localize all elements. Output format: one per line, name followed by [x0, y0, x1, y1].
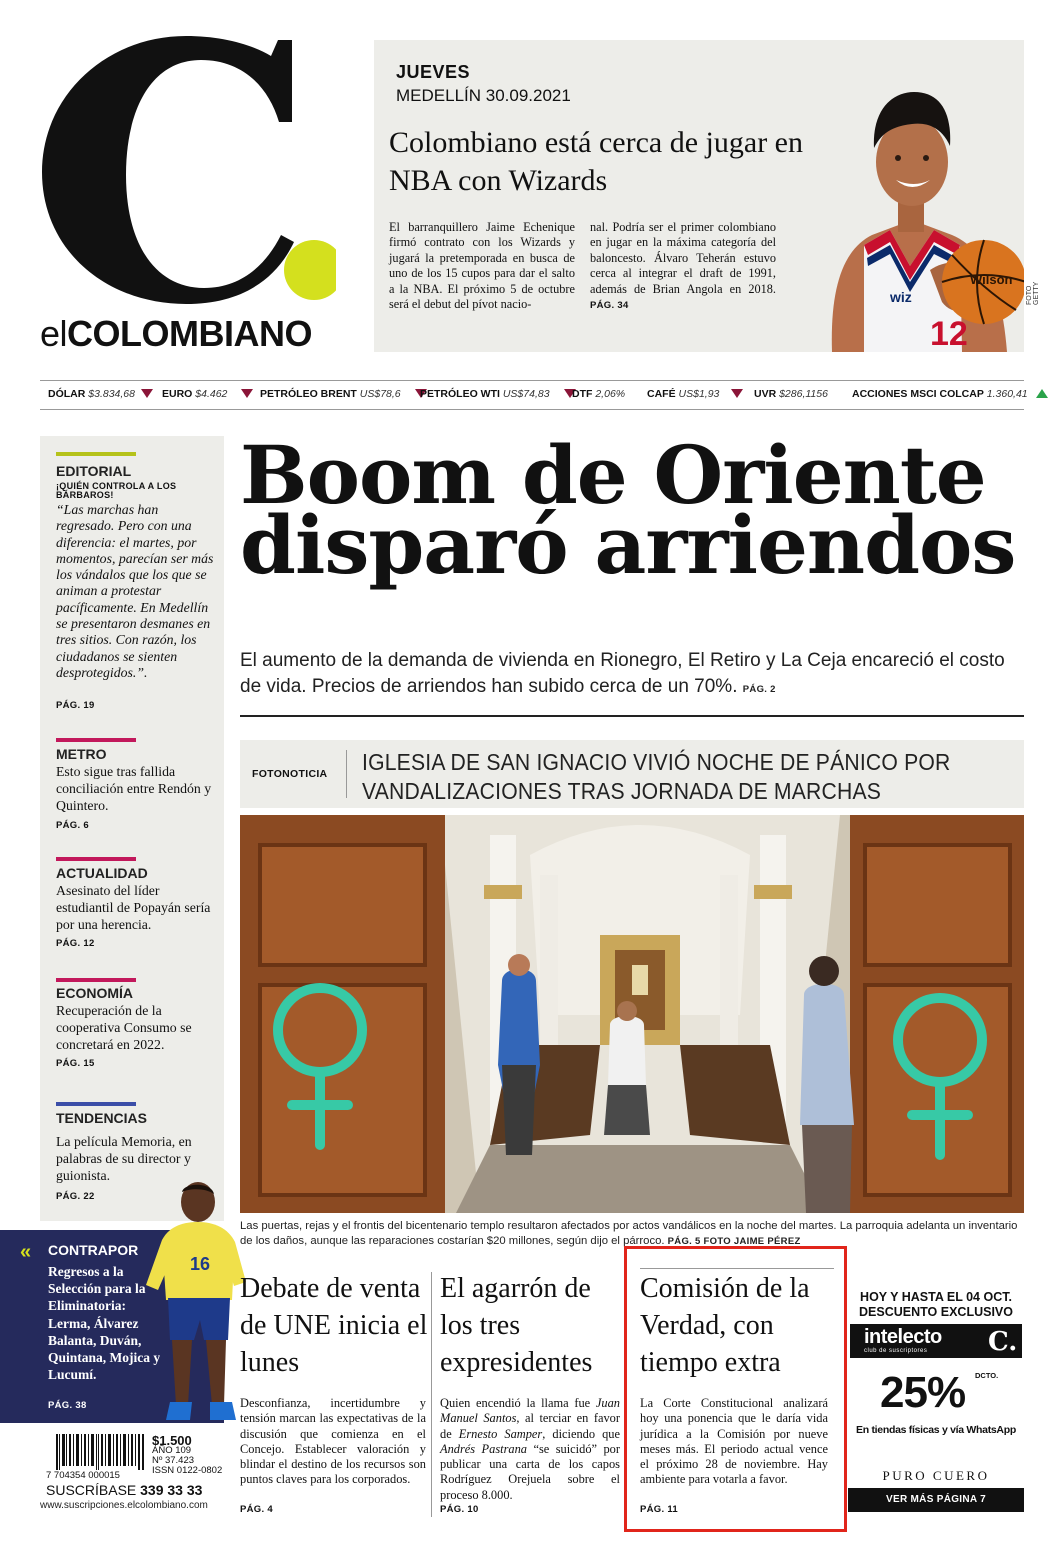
tendencias-text: La película Memoria, en palabras de su director y guionista. — [56, 1134, 192, 1183]
ad-more-button[interactable]: VER MÁS PÁGINA 7 — [848, 1488, 1024, 1512]
top-story-pag[interactable]: PÁG. 34 — [590, 300, 629, 312]
svg-text:Wilson: Wilson — [970, 272, 1013, 287]
metro-pag[interactable]: PÁG. 6 — [56, 820, 89, 831]
basketball-player-photo — [802, 70, 1024, 352]
ticker-dolar — [48, 388, 153, 400]
player-number: 16 — [190, 1254, 211, 1274]
photo-credit: FOTO GETTY — [1026, 281, 1040, 305]
highlight-frame — [624, 1246, 847, 1532]
story-1-pag[interactable]: PÁG. 4 — [240, 1504, 273, 1515]
tendencias-pag[interactable]: PÁG. 22 — [56, 1191, 95, 1202]
ticker-value: $3.834,68 — [88, 388, 135, 400]
story-2-headline[interactable]: El agarrón de los tres expresidentes — [440, 1273, 593, 1378]
ticker-value: US$1,93 — [678, 388, 720, 400]
main-deck-text: El aumento de la demanda de vivienda en Rionegro, El Retiro y La Ceja encareció el costo de vida. Precios de arriendos han subido cerca de un 70%. — [240, 650, 1005, 697]
ticker-label: PETRÓLEO BRENT — [260, 388, 357, 400]
story-3-pag[interactable]: PÁG. 11 — [640, 1504, 679, 1515]
svg-text:wiz: wiz — [890, 289, 912, 305]
double-chevron-icon: « — [20, 1241, 32, 1263]
market-ticker — [40, 380, 1028, 410]
barcode — [56, 1434, 144, 1470]
ad-percent: 25% — [880, 1368, 966, 1417]
story-2-name: Juan Manuel Santos — [440, 1396, 620, 1426]
ticker-label: ACCIONES MSCI COLCAP — [852, 388, 984, 400]
divider — [240, 715, 1024, 717]
economia-title[interactable]: ECONOMÍA — [56, 985, 133, 1001]
editorial-text: “Las marchas han regresado. Pero con una diferencia: el martes, por momentos, parecían ser más los vándalos que los que se animan a protestar pacíficamente. En Medellín se presentaron desmanes en tres sitios. Con razón, los ciudadanos se sienten desprotegidos.”. — [56, 502, 214, 680]
story-2-text: , diciendo que — [542, 1426, 621, 1441]
intelecto-ad[interactable] — [848, 1290, 1024, 1515]
story-2-pag[interactable]: PÁG. 10 — [440, 1504, 479, 1515]
photo-caption — [240, 1219, 1024, 1249]
contrapor-title[interactable]: CONTRAPOR — [48, 1242, 139, 1258]
down-arrow-icon — [141, 389, 153, 398]
top-story-headline[interactable]: Colombiano está cerca de jugar en NBA con Wizards — [389, 126, 803, 197]
issue-year: AÑO 109 — [152, 1445, 192, 1456]
jersey-number: 12 — [930, 315, 968, 352]
story-2-text: , al terciar en favor de — [440, 1411, 621, 1441]
ticker-label: UVR — [754, 388, 777, 400]
ticker-label: PETRÓLEO WTI — [420, 388, 500, 400]
issue-number: Nº 37.423 — [152, 1455, 195, 1466]
tendencias-title[interactable]: TENDENCIAS — [56, 1110, 148, 1126]
down-arrow-icon — [241, 389, 253, 398]
main-deck — [240, 648, 1030, 703]
metro-bar — [56, 738, 136, 742]
ad-subtext: En tiendas físicas y vía WhatsApp — [856, 1424, 1016, 1436]
top-story-box — [374, 40, 1024, 352]
fotonoticia-band — [240, 740, 1024, 808]
ticker-dtf — [572, 388, 625, 400]
brand-name: COLOMBIANO — [67, 313, 313, 354]
edition-day: JUEVES — [396, 62, 471, 82]
up-arrow-icon — [1036, 389, 1048, 398]
economia-bar — [56, 978, 136, 982]
metro-text: Esto sigue tras fallida conciliación entre Rendón y Quintero. — [56, 764, 212, 813]
ticker-colcap — [852, 388, 1048, 400]
economia-text: Recuperación de la cooperativa Consumo se concretará en 2022. — [56, 1003, 192, 1052]
church-photo — [240, 815, 1024, 1213]
photo-caption-text: Las puertas, rejas y el frontis del bicentenario templo resultaron afectados por actos vandálicos en la noche del martes. La parroquia adelanta un inventario de los daños, aunque las reparaciones costarían $20 millones, según dijo el párroco. — [240, 1220, 1018, 1247]
story-2-text: “se suicidó” por publicar una carta de los capos Rodríguez Orejuela sobre el proceso 8.000. — [440, 1441, 620, 1502]
editorial-title[interactable]: EDITORIAL — [56, 463, 132, 479]
ticker-label: DTF — [572, 388, 593, 400]
ticker-value: US$78,6 — [359, 388, 401, 400]
sidebar-index — [40, 436, 224, 1221]
fotonoticia-label: FOTONOTICIA — [252, 768, 328, 780]
actualidad-bar — [56, 857, 136, 861]
barcode-digits: 7 704354 000015 — [46, 1470, 120, 1481]
top-story-col-2-text: nal. Podría ser el primer colombiano en jugar en la máxima categoría del baloncesto. Álvaro Teherán estuvo cerca al integrar el draft de 1991, además de Brian Angola en 2018. — [590, 220, 776, 296]
story-2-name: Ernesto Samper — [458, 1426, 543, 1441]
ticker-label: EURO — [162, 388, 193, 400]
top-story-col-1: El barranquillero Jaime Echenique firmó contrato con los Wizards y jugará la pretemporada en busca de uno de los 15 cupos para dar el salto a la NBA. El próximo 5 de octubre será el debut del pívot nacio- — [389, 220, 575, 312]
ticker-euro — [162, 388, 253, 400]
metro-title[interactable]: METRO — [56, 746, 107, 762]
ticker-uvr — [754, 388, 828, 400]
divider — [346, 750, 347, 798]
economia-pag[interactable]: PÁG. 15 — [56, 1058, 95, 1069]
main-pag[interactable]: PÁG. 2 — [742, 684, 776, 695]
ticker-label: DÓLAR — [48, 388, 86, 400]
masthead-logo — [36, 30, 336, 310]
subscribe-label: SUSCRÍBASE — [46, 1482, 137, 1498]
subscribe-phone[interactable]: 339 33 33 — [140, 1482, 203, 1498]
down-arrow-icon — [731, 389, 743, 398]
ad-store: PURO CUERO — [882, 1468, 990, 1483]
ticker-wti — [420, 388, 576, 400]
masthead-brand — [40, 313, 312, 355]
story-2-text: Quien encendió la llama fue — [440, 1396, 596, 1410]
story-1-body: Desconfianza, incertidumbre y tensión marcan las expectativas de la discusión que comienza en el Concejo. Establecer valoración y blindar el destino de los recursos son puntos claves para los corporados. — [240, 1396, 426, 1487]
ticker-value: US$74,83 — [502, 388, 550, 400]
ad-club: club de suscriptores — [864, 1348, 928, 1354]
editorial-subtitle: ¡QUIÉN CONTROLA A LOS BÁRBAROS! — [56, 481, 177, 500]
issue-issn: ISSN 0122-0802 — [152, 1465, 223, 1476]
main-headline[interactable]: Boom de Oriente disparó arriendos — [240, 428, 1016, 592]
subscribe-line — [46, 1482, 202, 1498]
brand-el: el — [40, 313, 68, 354]
contrapor-text: Regresos a la Selección para la Eliminatoria: Lerma, Álvarez Balanta, Duván, Quintana, Mojica y Lucumí. — [48, 1264, 161, 1383]
photo-pag-credit[interactable]: PÁG. 5 FOTO JAIME PÉREZ — [667, 1235, 801, 1247]
ad-dcto: DCTO. — [975, 1371, 999, 1380]
ticker-value: 2,06% — [595, 388, 626, 400]
ad-brand: intelecto — [864, 1326, 942, 1348]
editorial-bar — [56, 452, 136, 456]
story-3-body: La Corte Constitucional analizará hoy una ponencia que le daría vida jurídica a la Comisión por nueve meses más. El periodo actual vence el próximo 28 de noviembre. Hay ambiente para votarla a favor. — [640, 1396, 828, 1487]
actualidad-title[interactable]: ACTUALIDAD — [56, 865, 148, 881]
fotonoticia-headline[interactable]: IGLESIA DE SAN IGNACIO VIVIÓ NOCHE DE PÁNICO POR VANDALIZACIONES TRAS JORNADA DE MARCHAS — [362, 749, 951, 804]
contrapor-pag[interactable]: PÁG. 38 — [48, 1400, 87, 1411]
ticker-value: $286,1156 — [779, 388, 828, 400]
ad-top-text: HOY Y HASTA EL 04 OCT. DESCUENTO EXCLUSIVO — [859, 1290, 1013, 1319]
issue-price: $1.500 — [152, 1433, 192, 1448]
editorial-pag[interactable]: PÁG. 19 — [56, 700, 95, 711]
issue-details — [152, 1446, 222, 1476]
edition-date: MEDELLÍN 30.09.2021 — [396, 86, 571, 105]
story-1-headline[interactable]: Debate de venta de UNE inicia el lunes — [240, 1273, 428, 1378]
top-story-col-2 — [590, 220, 776, 313]
subscribe-website[interactable]: www.suscripciones.elcolombiano.com — [40, 1500, 208, 1511]
ticker-brent — [260, 388, 427, 400]
actualidad-pag[interactable]: PÁG. 12 — [56, 938, 95, 949]
ticker-label: CAFÉ — [647, 388, 676, 400]
ad-logo: C. — [988, 1327, 1018, 1357]
ticker-cafe — [647, 388, 743, 400]
column-divider — [431, 1272, 432, 1517]
ticker-value: $4.462 — [195, 388, 228, 400]
ticker-value: 1.360,41 — [986, 388, 1028, 400]
tendencias-bar — [56, 1102, 136, 1106]
actualidad-text: Asesinato del líder estudiantil de Popayán sería por una herencia. — [56, 883, 211, 932]
story-2-body — [440, 1396, 620, 1503]
soccer-player-photo — [140, 1180, 250, 1423]
ad-brand-box — [850, 1324, 1022, 1358]
story-2-name: Andrés Pastrana — [440, 1441, 527, 1456]
story-3-headline[interactable]: Comisión de la Verdad, con tiempo extra — [640, 1273, 810, 1378]
